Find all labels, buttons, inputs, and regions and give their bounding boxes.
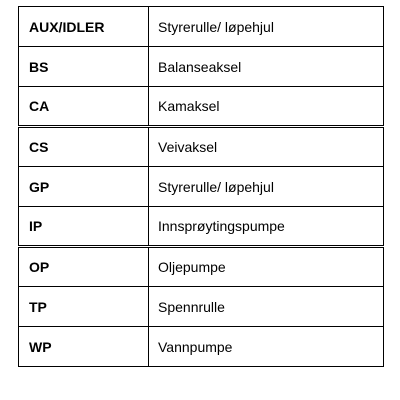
abbreviation-description: Innsprøytingspumpe bbox=[149, 207, 384, 247]
table-row bbox=[19, 167, 384, 207]
abbreviation-description: Veivaksel bbox=[149, 127, 384, 167]
table-row bbox=[19, 7, 384, 47]
abbreviation-description: Styrerulle/ løpehjul bbox=[149, 7, 384, 47]
abbreviation-table bbox=[18, 6, 384, 367]
table-row bbox=[19, 287, 384, 327]
abbreviation-code: AUX/IDLER bbox=[19, 7, 149, 47]
abbreviation-code: OP bbox=[19, 247, 149, 287]
table-row bbox=[19, 247, 384, 287]
abbreviation-code: WP bbox=[19, 327, 149, 367]
abbreviation-description: Kamaksel bbox=[149, 87, 384, 127]
abbreviation-code: GP bbox=[19, 167, 149, 207]
abbreviation-code: TP bbox=[19, 287, 149, 327]
abbreviation-code: BS bbox=[19, 47, 149, 87]
table-row bbox=[19, 207, 384, 247]
abbreviation-description: Spennrulle bbox=[149, 287, 384, 327]
abbreviation-description: Vannpumpe bbox=[149, 327, 384, 367]
abbreviation-table-body bbox=[19, 7, 384, 367]
table-row bbox=[19, 327, 384, 367]
abbreviation-code: IP bbox=[19, 207, 149, 247]
table-row bbox=[19, 87, 384, 127]
abbreviation-description: Oljepumpe bbox=[149, 247, 384, 287]
table-row bbox=[19, 47, 384, 87]
abbreviation-code: CA bbox=[19, 87, 149, 127]
abbreviation-description: Styrerulle/ løpehjul bbox=[149, 167, 384, 207]
abbreviation-code: CS bbox=[19, 127, 149, 167]
abbreviation-description: Balanseaksel bbox=[149, 47, 384, 87]
table-row bbox=[19, 127, 384, 167]
